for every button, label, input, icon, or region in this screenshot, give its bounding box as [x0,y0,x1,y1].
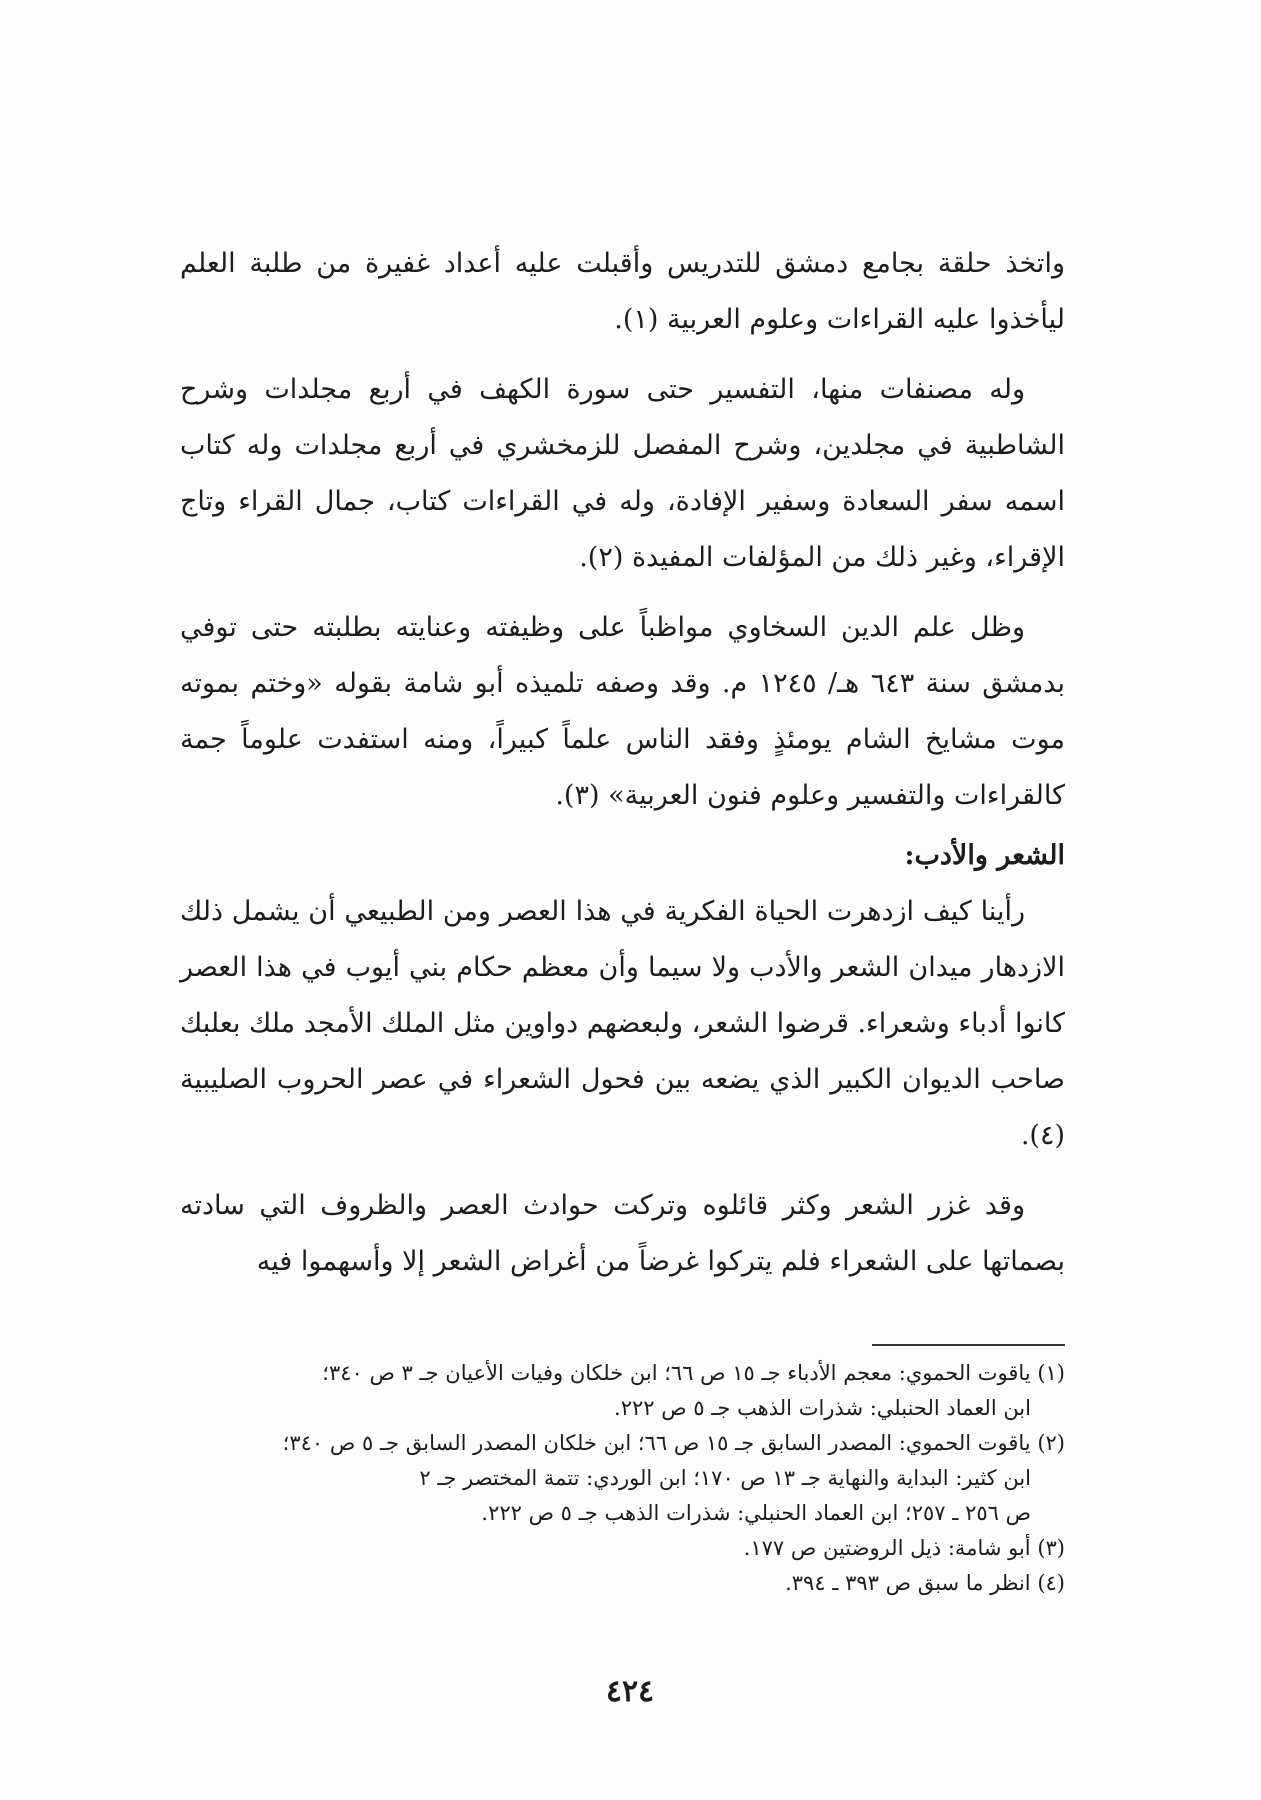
paragraph-2: وله مصنفات منها، التفسير حتى سورة الكهف في أربع مجلدات وشرح الشاطبية في مجلدين، وشرح المفصل للزمخشري في أربع مجلدات وله كتاب اسمه سفر السعادة وسفير الإفادة، وله في القراءات كتاب، جمال القراء وتاج الإقراء، وغير ذلك من المؤلفات المفيدة (٢). [180,374,1065,573]
footnote-1-line-2: ابن العماد الحنبلي: شذرات الذهب جـ ٥ ص ٢٢٢. [614,1396,1031,1420]
footnotes [180,1356,1065,1601]
main-text [180,236,1065,1290]
paragraph-3: وظل علم الدين السخاوي مواظباً على وظيفته وعنايته بطلبته حتى توفي بدمشق سنة ٦٤٣ هـ/ ١٢٤٥ م. وقد وصفه تلميذه أبو شامة بقوله «وختم بموته موت مشايخ الشام يومئذٍ وفقد الناس علماً كبيراً، ومنه استفدت علوماً جمة كالقراءات والتفسير وعلوم فنون العربية» (٣). [180,612,1065,811]
section-heading: الشعر والأدب: [904,840,1065,871]
paragraph-4: رأينا كيف ازدهرت الحياة الفكرية في هذا العصر ومن الطبيعي أن يشمل ذلك الازدهار ميدان الشعر والأدب ولا سيما وأن معظم حكام بني أيوب في هذا العصر كانوا أدباء وشعراء. قرضوا الشعر، ولبعضهم دواوين مثل الملك الأمجد ملك بعلبك صاحب الديوان الكبير الذي يضعه بين فحول الشعراء في عصر الحروب الصليبية (٤). [180,896,1065,1151]
paragraph-5: وقد غزر الشعر وكثر قائلوه وتركت حوادث العصر والظروف التي سادته بصماتها على الشعراء فلم يتركوا غرضاً من أغراض الشعر إلا وأسهموا فيه [180,1190,1065,1277]
footnote-1-line-1: (١) ياقوت الحموي: معجم الأدباء جـ ١٥ ص ٦٦؛ ابن خلكان وفيات الأعيان جـ ٣ ص ٣٤٠؛ [322,1361,1065,1385]
footnote-divider [872,1344,1065,1346]
footnote-2-line-2: ابن كثير: البداية والنهاية جـ ١٣ ص ١٧٠؛ ابن الوردي: تتمة المختصر جـ ٢ [419,1466,1031,1490]
page-number: ٤٢٤ [605,1674,655,1709]
paragraph-1: واتخذ حلقة بجامع دمشق للتدريس وأقبلت عليه أعداد غفيرة من طلبة العلم ليأخذوا عليه القراءات وعلوم العربية (١). [180,248,1065,335]
footnote-2-line-3: ص ٢٥٦ ـ ٢٥٧؛ ابن العماد الحنبلي: شذرات الذهب جـ ٥ ص ٢٢٢. [481,1501,1031,1525]
footnote-4: (٤) انظر ما سبق ص ٣٩٣ ـ ٣٩٤. [785,1571,1065,1595]
footnote-2-line-1: (٢) ياقوت الحموي: المصدر السابق جـ ١٥ ص ٦٦؛ ابن خلكان المصدر السابق جـ ٥ ص ٣٤٠؛ [282,1431,1065,1455]
footnote-3: (٣) أبو شامة: ذيل الروضتين ص ١٧٧. [743,1536,1065,1560]
